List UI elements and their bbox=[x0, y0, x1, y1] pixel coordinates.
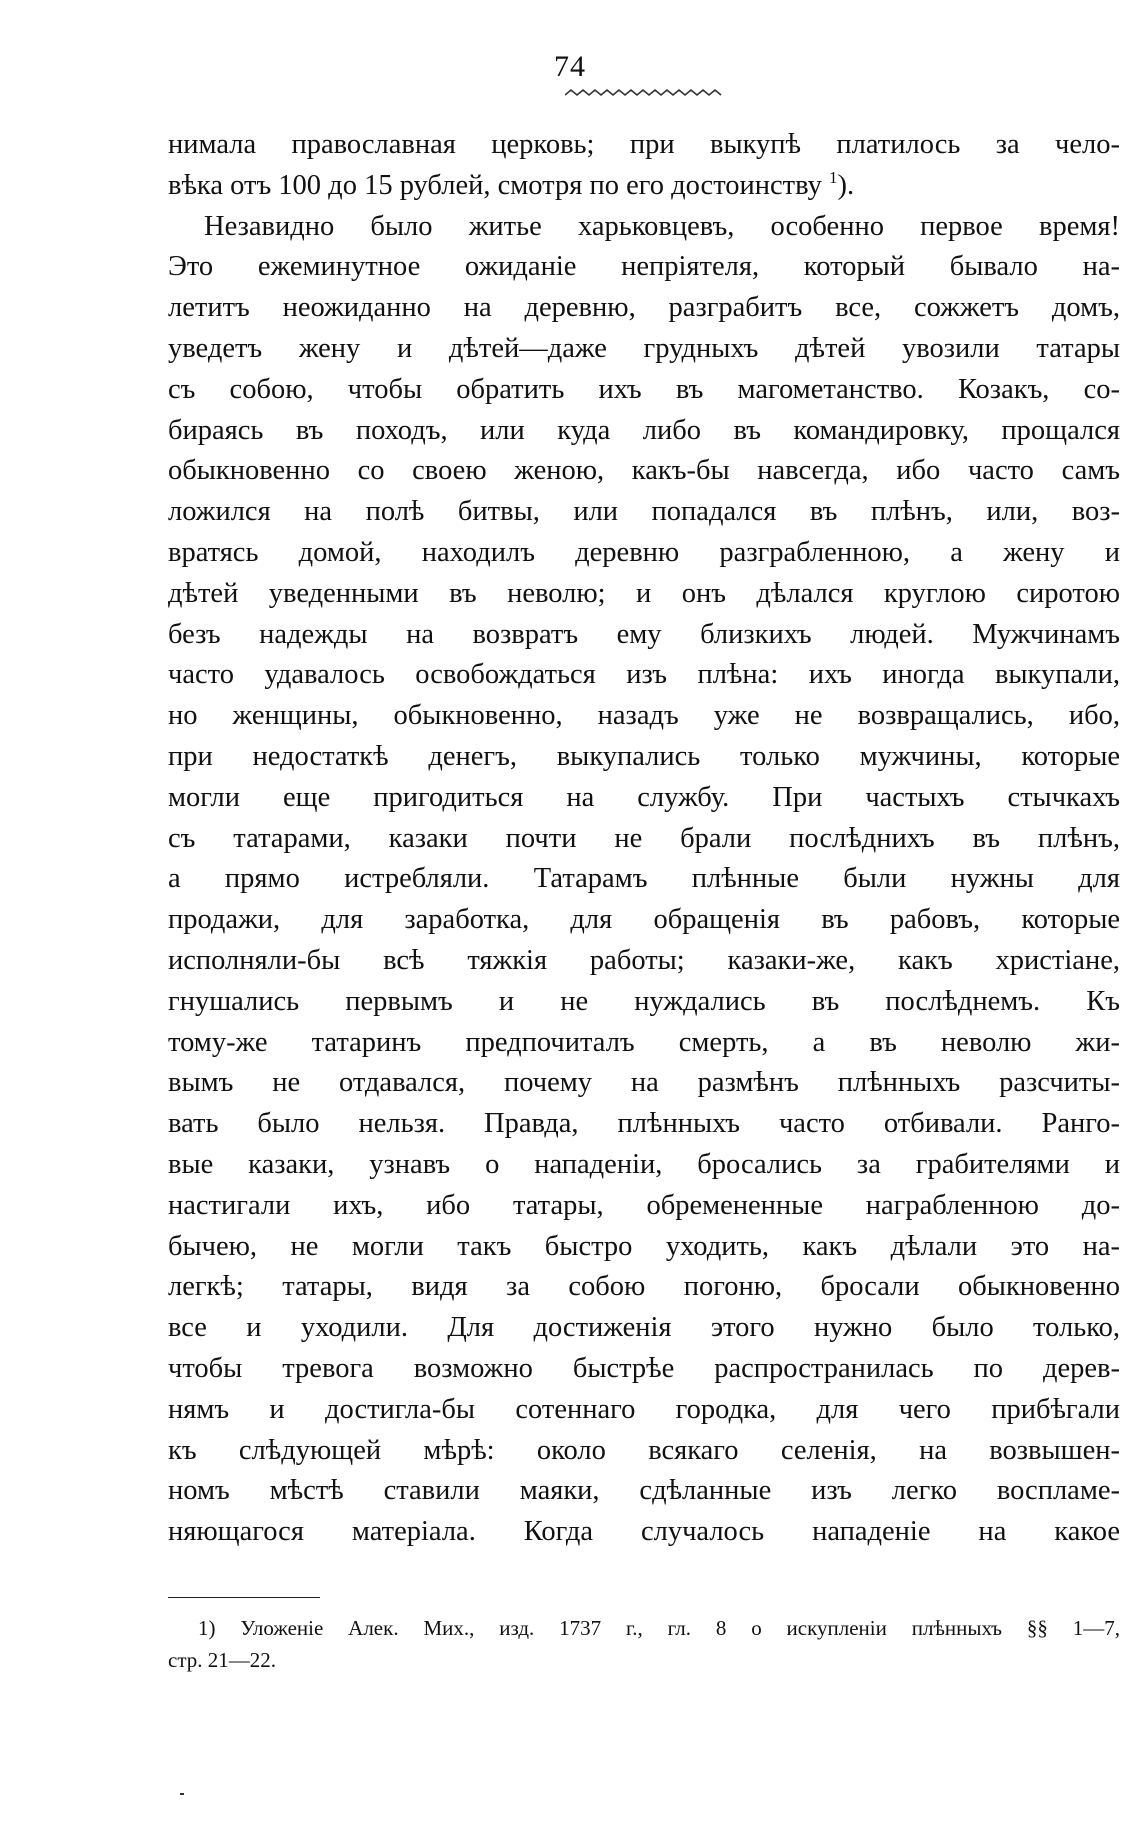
text-line: исполняли-бы всѣ тяжкія работы; казаки-же, какъ христіане, bbox=[168, 944, 1120, 976]
footnote-marker: 1) bbox=[198, 1616, 216, 1640]
text-line: гнушались первымъ и не нуждались въ послѣднемъ. Къ bbox=[168, 985, 1120, 1017]
text-line: обыкновенно со своею женою, какъ-бы навсегда, ибо часто самъ bbox=[168, 455, 1120, 487]
text-line: продажи, для заработка, для обращенія въ рабовъ, которые bbox=[168, 904, 1120, 936]
print-speck bbox=[180, 1793, 184, 1795]
text-line: могли еще пригодиться на службу. При частыхъ стычкахъ bbox=[168, 781, 1120, 813]
text-line: безъ надежды на возвратъ ему близкихъ людей. Мужчинамъ bbox=[168, 618, 1120, 650]
text-line: номъ мѣстѣ ставили маяки, сдѣланные изъ легко воспламе- bbox=[168, 1475, 1120, 1507]
text-line: дѣтей уведенными въ неволю; и онъ дѣлался круглою сиротою bbox=[168, 577, 1120, 609]
text-line: вратясь домой, находилъ деревню разграбленною, а жену и bbox=[168, 536, 1120, 568]
text-line: бираясь въ походъ, или куда либо въ командировку, прощался bbox=[168, 414, 1120, 446]
text-line-with-footnote-ref bbox=[168, 166, 1120, 207]
text-line: нямъ и достигла-бы сотеннаго городка, для чего прибѣгали bbox=[168, 1393, 1120, 1425]
text-line: летитъ неожиданно на деревню, разграбитъ все, сожжетъ домъ, bbox=[168, 292, 1120, 324]
text-line: уведетъ жену и дѣтей—даже грудныхъ дѣтей увозили татары bbox=[168, 332, 1120, 364]
text-line: съ собою, чтобы обратить ихъ въ магометанство. Козакъ, со- bbox=[168, 373, 1120, 405]
text-line: Незавидно было житье харьковцевъ, особенно первое время! bbox=[204, 210, 1120, 242]
text-line: ложился на полѣ битвы, или попадался въ плѣнъ, или, воз- bbox=[168, 496, 1120, 528]
page-number-ornament bbox=[565, 85, 725, 99]
footnotes bbox=[168, 1612, 1120, 1676]
text-line: къ слѣдующей мѣрѣ: около всякаго селенія, на возвышен- bbox=[168, 1434, 1120, 1466]
text-line: а прямо истребляли. Татарамъ плѣнные были нужны для bbox=[168, 863, 1120, 895]
text-line: но женщины, обыкновенно, назадъ уже не возвращались, ибо, bbox=[168, 700, 1120, 732]
text-line: чтобы тревога возможно быстрѣе распространилась по дерев- bbox=[168, 1352, 1120, 1384]
text-line: настигали ихъ, ибо татары, обремененные награбленною до- bbox=[168, 1189, 1120, 1221]
footnote bbox=[168, 1612, 1120, 1644]
text-line: нимала православная церковь; при выкупѣ платилось за чело- bbox=[168, 129, 1120, 160]
text-line: вѣка отъ 100 до 15 рублей, смотря по его достоинству bbox=[168, 169, 822, 201]
text-line: няющагося матеріала. Когда случалось нападеніе на какое bbox=[168, 1516, 1120, 1548]
text-line: все и уходили. Для достиженія этого нужно было только, bbox=[168, 1312, 1120, 1344]
footnote-divider bbox=[168, 1597, 320, 1598]
footnote-reference-close: ). bbox=[837, 169, 855, 201]
text-line: часто удавалось освобождаться изъ плѣна: ихъ иногда выкупали, bbox=[168, 659, 1120, 691]
text-line: бычею, не могли такъ быстро уходить, какъ дѣлали это на- bbox=[168, 1230, 1120, 1262]
text-line: съ татарами, казаки почти не брали послѣднихъ въ плѣнъ, bbox=[168, 822, 1120, 854]
text-line: вымъ не отдавался, почему на размѣнъ плѣнныхъ разсчиты- bbox=[168, 1067, 1120, 1099]
page-number: 74 bbox=[554, 50, 586, 83]
body-text bbox=[168, 125, 1120, 1553]
text-line: Это ежеминутное ожиданіе непріятеля, который бывало на- bbox=[168, 251, 1120, 283]
text-line: при недостаткѣ денегъ, выкупались только мужчины, которые bbox=[168, 740, 1120, 772]
footnote-continuation: стр. 21—22. bbox=[168, 1648, 277, 1672]
text-line: вые казаки, узнавъ о нападеніи, бросались за грабителями и bbox=[168, 1148, 1120, 1180]
text-line: легкѣ; татары, видя за собою погоню, бросали обыкновенно bbox=[168, 1271, 1120, 1303]
footnote-text: Уложеніе Алек. Мих., изд. 1737 г., гл. 8 о искупленіи плѣнныхъ §§ 1—7, bbox=[240, 1616, 1121, 1640]
footnote-reference: 1 bbox=[828, 167, 838, 187]
text-line: вать было нельзя. Правда, плѣнныхъ часто отбивали. Ранго- bbox=[168, 1108, 1120, 1140]
text-line: тому-же татаринъ предпочиталъ смерть, а въ неволю жи- bbox=[168, 1026, 1120, 1058]
